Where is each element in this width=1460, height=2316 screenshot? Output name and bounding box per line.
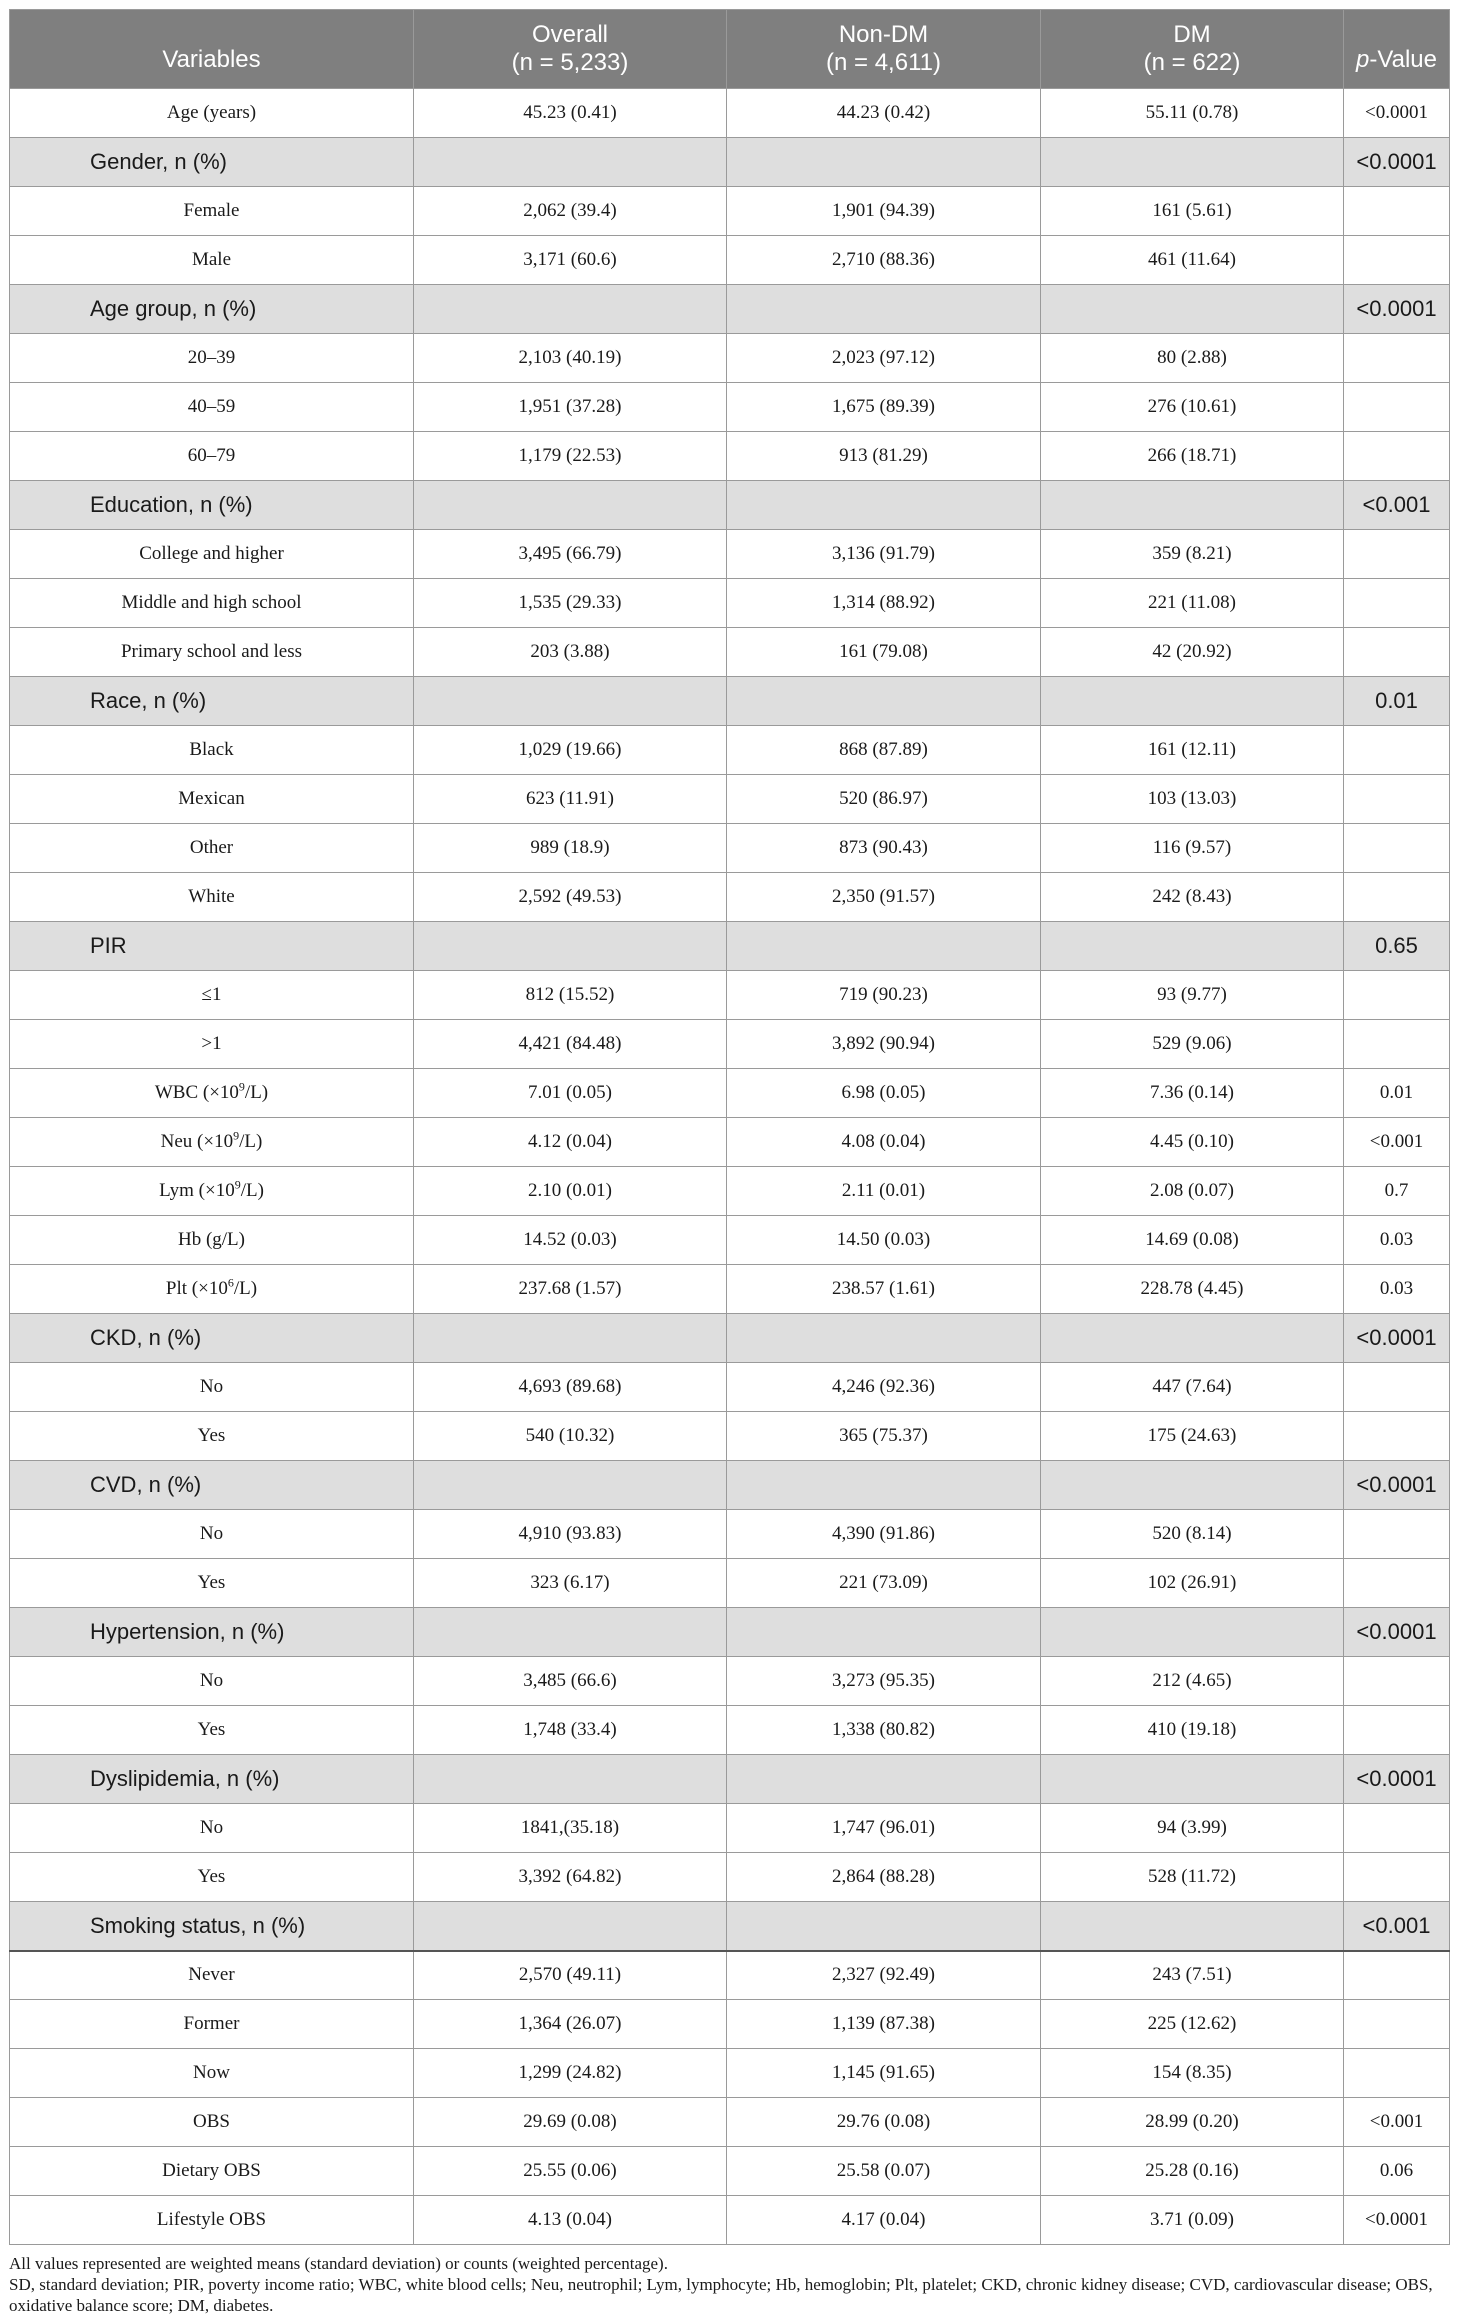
variable-label: Plt $(\times 10^6/L)$ bbox=[10, 1265, 414, 1314]
p-value-cell: <0.0001 bbox=[1344, 2196, 1450, 2245]
variable-label: WBC $(\times 10^9/L)$ bbox=[10, 1069, 414, 1118]
p-value-cell: <0.001 bbox=[1344, 2098, 1450, 2147]
dm-cell: 528 (11.72) bbox=[1041, 1853, 1344, 1902]
group-label: Hypertension, n (%) bbox=[10, 1608, 414, 1657]
p-value-cell: <0.001 bbox=[1344, 1902, 1450, 1951]
dm-cell: 529 (9.06) bbox=[1041, 1020, 1344, 1069]
variable-label: Yes bbox=[10, 1706, 414, 1755]
non-dm-cell: 520 (86.97) bbox=[727, 775, 1041, 824]
table-row bbox=[10, 1657, 1450, 1706]
table-row bbox=[10, 1118, 1450, 1167]
variable-label: Middle and high school bbox=[10, 579, 414, 628]
variable-label: Primary school and less bbox=[10, 628, 414, 677]
p-value-cell: <0.0001 bbox=[1344, 1755, 1450, 1804]
group-label: Dyslipidemia, n (%) bbox=[10, 1755, 414, 1804]
table-row bbox=[10, 628, 1450, 677]
non-dm-cell: 3,136 (91.79) bbox=[727, 530, 1041, 579]
variable-label: 60–79 bbox=[10, 432, 414, 481]
variable-label: Now bbox=[10, 2049, 414, 2098]
empty-cell bbox=[1041, 1755, 1344, 1804]
table-row bbox=[10, 2147, 1450, 2196]
dm-cell: 221 (11.08) bbox=[1041, 579, 1344, 628]
empty-cell bbox=[1041, 1314, 1344, 1363]
non-dm-cell: 2,327 (92.49) bbox=[727, 1951, 1041, 2000]
non-dm-cell: 2,710 (88.36) bbox=[727, 236, 1041, 285]
overall-cell: 3,392 (64.82) bbox=[414, 1853, 727, 1902]
overall-cell: 7.01 (0.05) bbox=[414, 1069, 727, 1118]
p-value-cell: 0.01 bbox=[1344, 1069, 1450, 1118]
table-body bbox=[10, 89, 1450, 2245]
variable-label: Other bbox=[10, 824, 414, 873]
overall-cell: 45.23 (0.41) bbox=[414, 89, 727, 138]
variable-label: Lifestyle OBS bbox=[10, 2196, 414, 2245]
overall-cell: 2,592 (49.53) bbox=[414, 873, 727, 922]
group-label: Education, n (%) bbox=[10, 481, 414, 530]
variable-label: Dietary OBS bbox=[10, 2147, 414, 2196]
dm-cell: 461 (11.64) bbox=[1041, 236, 1344, 285]
variable-label: Male bbox=[10, 236, 414, 285]
p-value-cell: 0.03 bbox=[1344, 1265, 1450, 1314]
non-dm-cell: 1,145 (91.65) bbox=[727, 2049, 1041, 2098]
dm-cell: 359 (8.21) bbox=[1041, 530, 1344, 579]
table-header bbox=[10, 10, 1450, 89]
empty-cell bbox=[1041, 481, 1344, 530]
variable-label: Yes bbox=[10, 1559, 414, 1608]
p-value-cell bbox=[1344, 579, 1450, 628]
dm-cell: 7.36 (0.14) bbox=[1041, 1069, 1344, 1118]
variable-label: Mexican bbox=[10, 775, 414, 824]
table-row bbox=[10, 432, 1450, 481]
non-dm-cell: 44.23 (0.42) bbox=[727, 89, 1041, 138]
dm-cell: 212 (4.65) bbox=[1041, 1657, 1344, 1706]
empty-cell bbox=[414, 1608, 727, 1657]
empty-cell bbox=[727, 1461, 1041, 1510]
p-value-cell bbox=[1344, 1853, 1450, 1902]
table-row bbox=[10, 775, 1450, 824]
table-footnotes bbox=[9, 2253, 1449, 2316]
p-value-cell bbox=[1344, 824, 1450, 873]
empty-cell bbox=[727, 1608, 1041, 1657]
dm-cell: 25.28 (0.16) bbox=[1041, 2147, 1344, 2196]
non-dm-cell: 4,246 (92.36) bbox=[727, 1363, 1041, 1412]
dm-cell: 520 (8.14) bbox=[1041, 1510, 1344, 1559]
non-dm-cell: 868 (87.89) bbox=[727, 726, 1041, 775]
overall-cell: 812 (15.52) bbox=[414, 971, 727, 1020]
p-value-cell bbox=[1344, 334, 1450, 383]
header-non-dm: Non-DM (n = 4,611) bbox=[727, 10, 1041, 89]
table-row bbox=[10, 2098, 1450, 2147]
p-value-cell: <0.0001 bbox=[1344, 1314, 1450, 1363]
non-dm-cell: 4,390 (91.86) bbox=[727, 1510, 1041, 1559]
variable-label: Lym $(\times 10^9/L)$ bbox=[10, 1167, 414, 1216]
group-header-row bbox=[10, 481, 1450, 530]
empty-cell bbox=[414, 677, 727, 726]
non-dm-cell: 25.58 (0.07) bbox=[727, 2147, 1041, 2196]
p-value-cell: <0.0001 bbox=[1344, 285, 1450, 334]
variable-label: White bbox=[10, 873, 414, 922]
footnote-2: SD, standard deviation; PIR, poverty income ratio; WBC, white blood cells; Neu, neutrophil; Lym, lymphocyte; Hb, hemoglobin; Plt, platelet; CKD, chronic kidney disease; CVD, cardiovascular disease; OBS, oxidative balance score; DM, diabetes. bbox=[9, 2275, 1433, 2315]
p-value-cell bbox=[1344, 1559, 1450, 1608]
variable-label: ≤1 bbox=[10, 971, 414, 1020]
non-dm-cell: 4.08 (0.04) bbox=[727, 1118, 1041, 1167]
table-row bbox=[10, 971, 1450, 1020]
group-label: CVD, n (%) bbox=[10, 1461, 414, 1510]
empty-cell bbox=[727, 1902, 1041, 1951]
p-value-cell bbox=[1344, 2000, 1450, 2049]
non-dm-cell: 238.57 (1.61) bbox=[727, 1265, 1041, 1314]
table-row bbox=[10, 1951, 1450, 2000]
empty-cell bbox=[1041, 285, 1344, 334]
non-dm-cell: 719 (90.23) bbox=[727, 971, 1041, 1020]
overall-cell: 1,951 (37.28) bbox=[414, 383, 727, 432]
overall-cell: 2,062 (39.4) bbox=[414, 187, 727, 236]
non-dm-cell: 1,901 (94.39) bbox=[727, 187, 1041, 236]
table-row bbox=[10, 1020, 1450, 1069]
overall-cell: 623 (11.91) bbox=[414, 775, 727, 824]
empty-cell bbox=[727, 1755, 1041, 1804]
table-row bbox=[10, 1265, 1450, 1314]
table-row bbox=[10, 383, 1450, 432]
table-row bbox=[10, 726, 1450, 775]
overall-cell: 237.68 (1.57) bbox=[414, 1265, 727, 1314]
p-value-cell: <0.0001 bbox=[1344, 89, 1450, 138]
dm-cell: 410 (19.18) bbox=[1041, 1706, 1344, 1755]
empty-cell bbox=[414, 1755, 727, 1804]
p-value-cell: <0.0001 bbox=[1344, 138, 1450, 187]
p-value-cell: <0.001 bbox=[1344, 481, 1450, 530]
dm-cell: 225 (12.62) bbox=[1041, 2000, 1344, 2049]
group-label: PIR bbox=[10, 922, 414, 971]
p-value-cell: 0.65 bbox=[1344, 922, 1450, 971]
table-row bbox=[10, 1363, 1450, 1412]
group-header-row bbox=[10, 1608, 1450, 1657]
variable-label: OBS bbox=[10, 2098, 414, 2147]
non-dm-cell: 365 (75.37) bbox=[727, 1412, 1041, 1461]
group-label: Age group, n (%) bbox=[10, 285, 414, 334]
empty-cell bbox=[414, 1314, 727, 1363]
group-label: Gender, n (%) bbox=[10, 138, 414, 187]
empty-cell bbox=[1041, 1902, 1344, 1951]
table-row bbox=[10, 1216, 1450, 1265]
overall-cell: 2,103 (40.19) bbox=[414, 334, 727, 383]
p-value-cell: 0.06 bbox=[1344, 2147, 1450, 2196]
non-dm-cell: 6.98 (0.05) bbox=[727, 1069, 1041, 1118]
non-dm-cell: 221 (73.09) bbox=[727, 1559, 1041, 1608]
dm-cell: 42 (20.92) bbox=[1041, 628, 1344, 677]
dm-cell: 175 (24.63) bbox=[1041, 1412, 1344, 1461]
table-row bbox=[10, 1412, 1450, 1461]
variable-label: Former bbox=[10, 2000, 414, 2049]
dm-cell: 103 (13.03) bbox=[1041, 775, 1344, 824]
variable-label: Never bbox=[10, 1951, 414, 2000]
p-value-cell bbox=[1344, 236, 1450, 285]
dm-cell: 266 (18.71) bbox=[1041, 432, 1344, 481]
table-row bbox=[10, 824, 1450, 873]
table-row bbox=[10, 579, 1450, 628]
p-value-cell bbox=[1344, 1657, 1450, 1706]
variable-label: Neu $(\times 10^9/L)$ bbox=[10, 1118, 414, 1167]
empty-cell bbox=[414, 481, 727, 530]
table-row bbox=[10, 2000, 1450, 2049]
p-value-cell: <0.0001 bbox=[1344, 1461, 1450, 1510]
dm-cell: 55.11 (0.78) bbox=[1041, 89, 1344, 138]
variable-label: Yes bbox=[10, 1853, 414, 1902]
non-dm-cell: 14.50 (0.03) bbox=[727, 1216, 1041, 1265]
table-row bbox=[10, 1853, 1450, 1902]
empty-cell bbox=[1041, 677, 1344, 726]
overall-cell: 4.12 (0.04) bbox=[414, 1118, 727, 1167]
dm-cell: 94 (3.99) bbox=[1041, 1804, 1344, 1853]
table-row bbox=[10, 2049, 1450, 2098]
group-label: Smoking status, n (%) bbox=[10, 1902, 414, 1951]
table-row bbox=[10, 1069, 1450, 1118]
dm-cell: 276 (10.61) bbox=[1041, 383, 1344, 432]
group-header-row bbox=[10, 138, 1450, 187]
variable-label: Age (years) bbox=[10, 89, 414, 138]
non-dm-cell: 2,864 (88.28) bbox=[727, 1853, 1041, 1902]
empty-cell bbox=[1041, 1608, 1344, 1657]
overall-cell: 540 (10.32) bbox=[414, 1412, 727, 1461]
p-value-cell: <0.0001 bbox=[1344, 1608, 1450, 1657]
variable-label: No bbox=[10, 1510, 414, 1559]
overall-cell: 4,693 (89.68) bbox=[414, 1363, 727, 1412]
dm-cell: 154 (8.35) bbox=[1041, 2049, 1344, 2098]
dm-cell: 3.71 (0.09) bbox=[1041, 2196, 1344, 2245]
overall-cell: 3,495 (66.79) bbox=[414, 530, 727, 579]
empty-cell bbox=[727, 677, 1041, 726]
overall-cell: 3,485 (66.6) bbox=[414, 1657, 727, 1706]
non-dm-cell: 161 (79.08) bbox=[727, 628, 1041, 677]
empty-cell bbox=[414, 285, 727, 334]
empty-cell bbox=[727, 1314, 1041, 1363]
empty-cell bbox=[414, 1461, 727, 1510]
variable-label: No bbox=[10, 1363, 414, 1412]
p-value-cell bbox=[1344, 1706, 1450, 1755]
dm-cell: 2.08 (0.07) bbox=[1041, 1167, 1344, 1216]
table-row bbox=[10, 187, 1450, 236]
non-dm-cell: 1,314 (88.92) bbox=[727, 579, 1041, 628]
variable-label: Hb (g/L) bbox=[10, 1216, 414, 1265]
dm-cell: 161 (12.11) bbox=[1041, 726, 1344, 775]
p-value-cell bbox=[1344, 1804, 1450, 1853]
group-header-row bbox=[10, 922, 1450, 971]
group-header-row bbox=[10, 1902, 1450, 1951]
group-label: CKD, n (%) bbox=[10, 1314, 414, 1363]
dm-cell: 102 (26.91) bbox=[1041, 1559, 1344, 1608]
header-dm: DM (n = 622) bbox=[1041, 10, 1344, 89]
header-overall: Overall (n = 5,233) bbox=[414, 10, 727, 89]
overall-cell: 203 (3.88) bbox=[414, 628, 727, 677]
group-header-row bbox=[10, 677, 1450, 726]
overall-cell: 1,748 (33.4) bbox=[414, 1706, 727, 1755]
p-value-cell bbox=[1344, 1951, 1450, 2000]
p-value-cell bbox=[1344, 1020, 1450, 1069]
overall-cell: 1,179 (22.53) bbox=[414, 432, 727, 481]
non-dm-cell: 29.76 (0.08) bbox=[727, 2098, 1041, 2147]
dm-cell: 80 (2.88) bbox=[1041, 334, 1344, 383]
non-dm-cell: 1,338 (80.82) bbox=[727, 1706, 1041, 1755]
p-value-cell bbox=[1344, 971, 1450, 1020]
empty-cell bbox=[727, 138, 1041, 187]
p-value-cell bbox=[1344, 2049, 1450, 2098]
non-dm-cell: 2,023 (97.12) bbox=[727, 334, 1041, 383]
overall-cell: 2.10 (0.01) bbox=[414, 1167, 727, 1216]
table-row bbox=[10, 334, 1450, 383]
non-dm-cell: 3,892 (90.94) bbox=[727, 1020, 1041, 1069]
variable-label: Female bbox=[10, 187, 414, 236]
table-row bbox=[10, 1804, 1450, 1853]
dm-cell: 242 (8.43) bbox=[1041, 873, 1344, 922]
dm-cell: 243 (7.51) bbox=[1041, 1951, 1344, 2000]
p-value-cell bbox=[1344, 530, 1450, 579]
table-row bbox=[10, 89, 1450, 138]
table-row bbox=[10, 1167, 1450, 1216]
p-value-cell: 0.7 bbox=[1344, 1167, 1450, 1216]
overall-cell: 989 (18.9) bbox=[414, 824, 727, 873]
non-dm-cell: 4.17 (0.04) bbox=[727, 2196, 1041, 2245]
group-header-row bbox=[10, 1461, 1450, 1510]
p-value-cell bbox=[1344, 726, 1450, 775]
variable-label: Yes bbox=[10, 1412, 414, 1461]
empty-cell bbox=[414, 138, 727, 187]
p-value-cell bbox=[1344, 775, 1450, 824]
overall-cell: 25.55 (0.06) bbox=[414, 2147, 727, 2196]
group-label: Race, n (%) bbox=[10, 677, 414, 726]
empty-cell bbox=[727, 285, 1041, 334]
variable-label: No bbox=[10, 1657, 414, 1706]
header-variables: Variables bbox=[10, 10, 414, 89]
p-value-cell bbox=[1344, 432, 1450, 481]
p-value-cell: <0.001 bbox=[1344, 1118, 1450, 1167]
p-value-cell bbox=[1344, 628, 1450, 677]
table-row bbox=[10, 1706, 1450, 1755]
overall-cell: 3,171 (60.6) bbox=[414, 236, 727, 285]
non-dm-cell: 1,747 (96.01) bbox=[727, 1804, 1041, 1853]
variable-label: College and higher bbox=[10, 530, 414, 579]
dm-cell: 14.69 (0.08) bbox=[1041, 1216, 1344, 1265]
group-header-row bbox=[10, 285, 1450, 334]
non-dm-cell: 913 (81.29) bbox=[727, 432, 1041, 481]
empty-cell bbox=[414, 1902, 727, 1951]
header-p-value: p-Value bbox=[1344, 10, 1450, 89]
baseline-characteristics-table bbox=[9, 9, 1450, 2245]
table-row bbox=[10, 1559, 1450, 1608]
non-dm-cell: 873 (90.43) bbox=[727, 824, 1041, 873]
dm-cell: 228.78 (4.45) bbox=[1041, 1265, 1344, 1314]
table-row bbox=[10, 530, 1450, 579]
variable-label: 20–39 bbox=[10, 334, 414, 383]
table-row bbox=[10, 873, 1450, 922]
overall-cell: 4,910 (93.83) bbox=[414, 1510, 727, 1559]
p-value-cell bbox=[1344, 1510, 1450, 1559]
p-value-cell bbox=[1344, 1363, 1450, 1412]
non-dm-cell: 3,273 (95.35) bbox=[727, 1657, 1041, 1706]
overall-cell: 2,570 (49.11) bbox=[414, 1951, 727, 2000]
overall-cell: 14.52 (0.03) bbox=[414, 1216, 727, 1265]
dm-cell: 116 (9.57) bbox=[1041, 824, 1344, 873]
dm-cell: 447 (7.64) bbox=[1041, 1363, 1344, 1412]
dm-cell: 93 (9.77) bbox=[1041, 971, 1344, 1020]
footnote-1: All values represented are weighted means (standard deviation) or counts (weighted percentage). bbox=[9, 2254, 668, 2273]
empty-cell bbox=[1041, 138, 1344, 187]
empty-cell bbox=[414, 922, 727, 971]
dm-cell: 161 (5.61) bbox=[1041, 187, 1344, 236]
variable-label: >1 bbox=[10, 1020, 414, 1069]
overall-cell: 1841,(35.18) bbox=[414, 1804, 727, 1853]
table-row bbox=[10, 1510, 1450, 1559]
overall-cell: 1,364 (26.07) bbox=[414, 2000, 727, 2049]
p-value-cell: 0.03 bbox=[1344, 1216, 1450, 1265]
non-dm-cell: 1,675 (89.39) bbox=[727, 383, 1041, 432]
empty-cell bbox=[727, 922, 1041, 971]
overall-cell: 29.69 (0.08) bbox=[414, 2098, 727, 2147]
empty-cell bbox=[727, 481, 1041, 530]
empty-cell bbox=[1041, 1461, 1344, 1510]
variable-label: No bbox=[10, 1804, 414, 1853]
variable-label: 40–59 bbox=[10, 383, 414, 432]
table-row bbox=[10, 236, 1450, 285]
p-value-cell: 0.01 bbox=[1344, 677, 1450, 726]
dm-cell: 28.99 (0.20) bbox=[1041, 2098, 1344, 2147]
dm-cell: 4.45 (0.10) bbox=[1041, 1118, 1344, 1167]
overall-cell: 4,421 (84.48) bbox=[414, 1020, 727, 1069]
empty-cell bbox=[1041, 922, 1344, 971]
table-page bbox=[9, 9, 1449, 2316]
p-value-cell bbox=[1344, 1412, 1450, 1461]
non-dm-cell: 2.11 (0.01) bbox=[727, 1167, 1041, 1216]
overall-cell: 323 (6.17) bbox=[414, 1559, 727, 1608]
group-header-row bbox=[10, 1314, 1450, 1363]
overall-cell: 1,029 (19.66) bbox=[414, 726, 727, 775]
variable-label: Black bbox=[10, 726, 414, 775]
table-row bbox=[10, 2196, 1450, 2245]
p-value-cell bbox=[1344, 383, 1450, 432]
overall-cell: 4.13 (0.04) bbox=[414, 2196, 727, 2245]
header-row bbox=[10, 10, 1450, 89]
non-dm-cell: 1,139 (87.38) bbox=[727, 2000, 1041, 2049]
overall-cell: 1,535 (29.33) bbox=[414, 579, 727, 628]
overall-cell: 1,299 (24.82) bbox=[414, 2049, 727, 2098]
non-dm-cell: 2,350 (91.57) bbox=[727, 873, 1041, 922]
group-header-row bbox=[10, 1755, 1450, 1804]
p-value-cell bbox=[1344, 187, 1450, 236]
p-value-cell bbox=[1344, 873, 1450, 922]
